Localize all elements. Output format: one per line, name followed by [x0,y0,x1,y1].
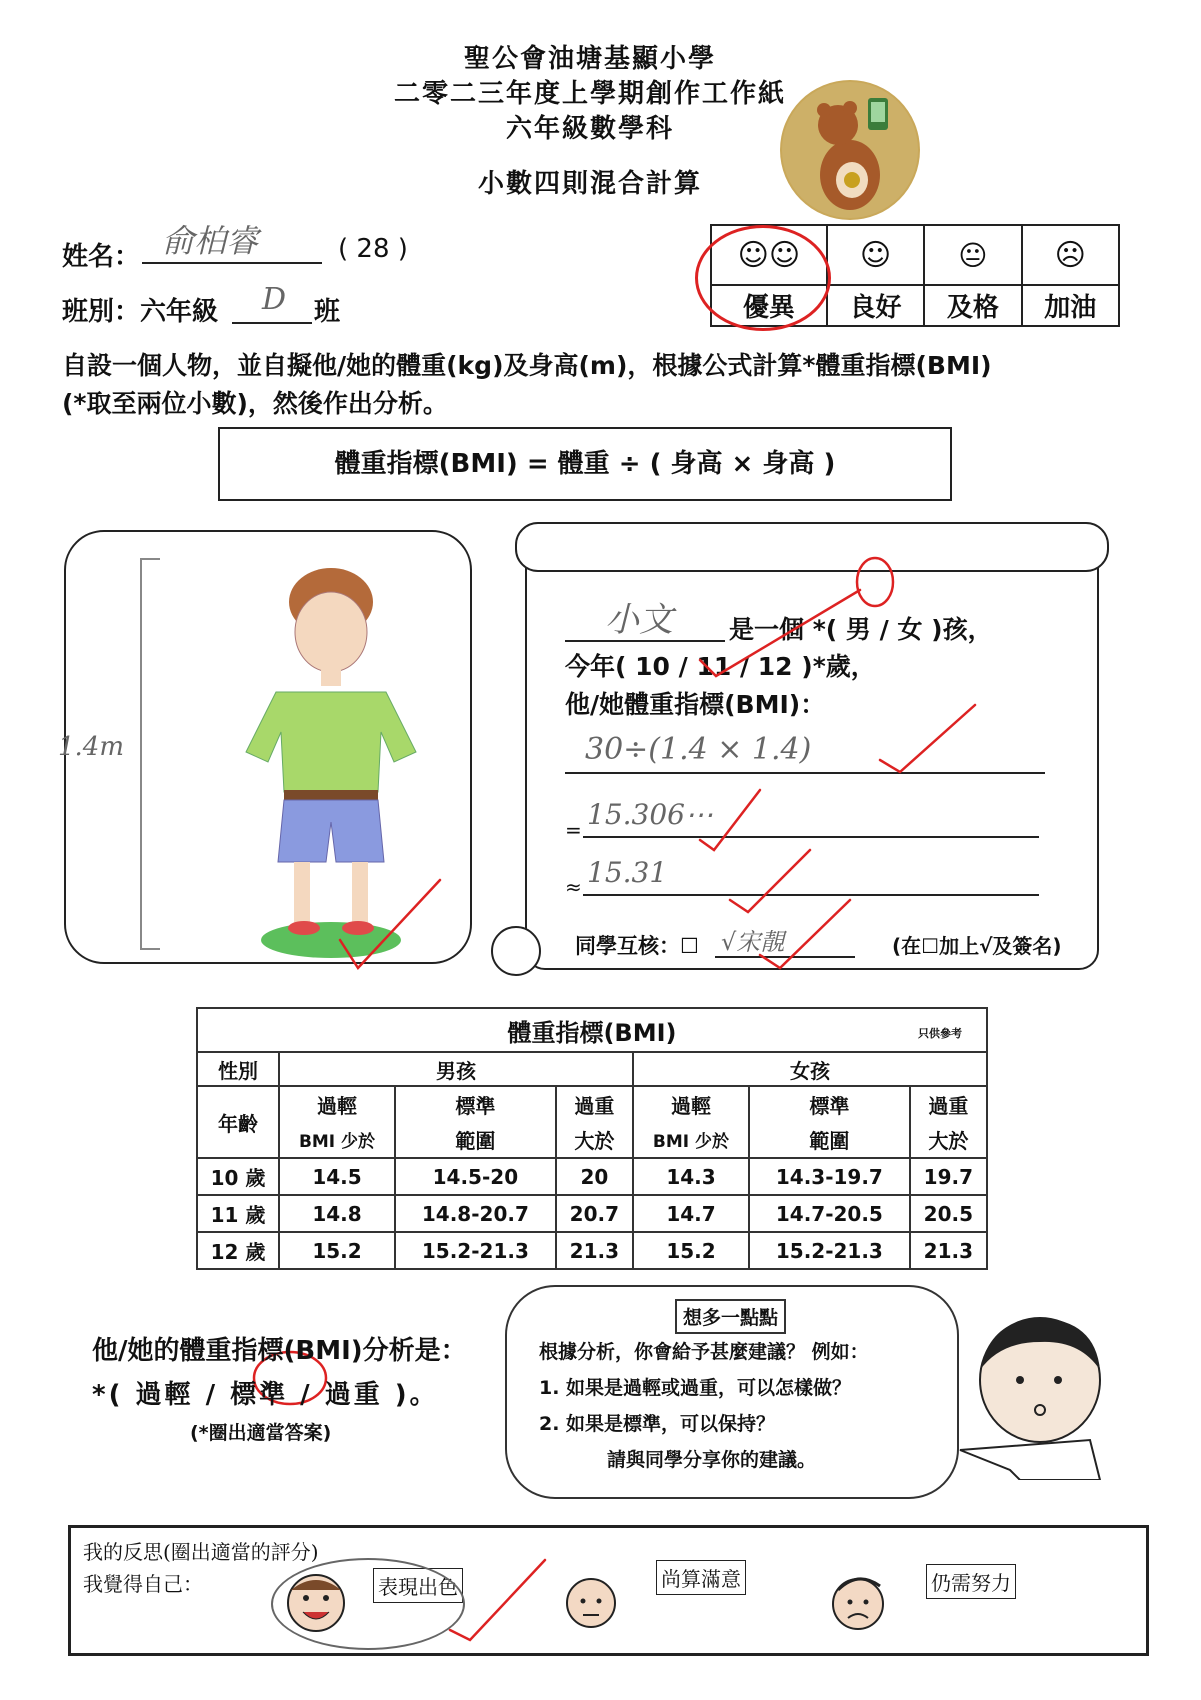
col-header-top: 過重 [910,1086,987,1122]
table-cell: 14.5-20 [395,1158,556,1195]
col-header-top: 過輕 [633,1086,749,1122]
term-title: 二零二三年度上學期創作工作紙 [393,79,786,109]
peer-signature: √宋靚 [721,928,785,956]
table-row [197,1158,987,1195]
col-header-top: 標準 [395,1086,556,1122]
reflection-title: 我的反思(圈出適當的評分) [83,1540,319,1564]
table-cell: 14.5 [279,1158,395,1195]
worried-face-icon [826,1570,890,1638]
think-question: 根據分析，你會給予甚麼建議？ 例如： [539,1341,869,1363]
age-line: 今年( 10 / 11 / 12 )*歲， [565,652,876,681]
table-cell: 21.3 [556,1232,633,1269]
circle-mark-gender [857,558,893,606]
bmi-reference-table [196,1007,988,1270]
think-more-bubble [505,1285,959,1499]
reflection-box [68,1525,1149,1656]
col-header-bottom: 範圍 [749,1122,910,1158]
think-item-2: 2. 如果是標準，可以保持？ [539,1413,776,1435]
think-more-title: 想多一點點 [675,1299,786,1334]
peer-check-note: (在☐加上√及簽名) [892,934,1062,958]
table-cell: 14.8-20.7 [395,1195,556,1232]
col-header-bottom: BMI 少於 [633,1122,749,1158]
reflection-prompt: 我覺得自己： [83,1572,203,1596]
table-cell: 19.7 [910,1158,987,1195]
rating-label-excellent: 優異 [711,285,827,326]
topic-title: 小數四則混合計算 [477,169,702,199]
reflection-option-ok: 尚算滿意 [656,1560,746,1595]
character-name: 小文 [605,600,673,640]
calc-step-3: 15.31 [587,856,668,889]
bmi-formula: 體重指標(BMI) = 體重 ÷ ( 身高 × 身高 ) [218,427,952,501]
class-label: 班別：六年級 [62,297,219,327]
table-cell: 14.7 [633,1195,749,1232]
analysis-title: 他/她的體重指標(BMI)分析是： [92,1336,467,1366]
table-cell: 20.5 [910,1195,987,1232]
check-mark-calc-3 [730,850,810,912]
calc-step-1: 30÷(1.4 × 1.4) [585,732,812,767]
table-row [197,1195,987,1232]
bmi-table-title: 體重指標(BMI) [507,1018,677,1047]
table-cell: 10 歲 [197,1158,279,1195]
table-cell: 11 歲 [197,1195,279,1232]
col-header-top: 標準 [749,1086,910,1122]
instruction-line-1: 自設一個人物，並自擬他/她的體重(kg)及身高(m)，根據公式計算*體重指標(BMI) [62,351,992,380]
reflection-selected-circle [271,1558,465,1650]
table-cell: 12 歲 [197,1232,279,1269]
height-label: 1.4m [58,732,125,762]
col-header-bottom: BMI 少於 [279,1122,395,1158]
subject-title: 六年級數學科 [505,114,674,144]
table-cell: 15.2 [279,1232,395,1269]
gender-line: 是一個 *( 男 / 女 )孩， [729,615,993,644]
neutral-face-icon [561,1573,621,1638]
col-header-bottom: 大於 [910,1122,987,1158]
bmi-line-label: 他/她體重指標(BMI)： [565,690,826,719]
rating-face-try: ☹ [1022,225,1119,285]
analysis-options: *( 過輕 / 標準 / 過重 )。 [92,1380,439,1410]
table-cell: 14.7-20.5 [749,1195,910,1232]
check-mark-name [700,590,860,676]
instruction-line-2: (*取至兩位小數)，然後作出分析。 [62,389,448,418]
think-item-1: 1. 如果是過輕或過重，可以怎樣做？ [539,1377,852,1399]
col-header-top: 過輕 [279,1086,395,1122]
name-label: 姓名： [62,242,141,272]
girl-header: 女孩 [633,1052,987,1086]
table-cell: 20.7 [556,1195,633,1232]
col-header-bottom: 範圍 [395,1122,556,1158]
table-cell: 14.3-19.7 [749,1158,910,1195]
gender-header: 性別 [197,1052,279,1086]
age-header: 年齡 [197,1086,279,1158]
student-number: ( 28 ) [338,234,408,264]
calc-step-2: 15.306⋯ [587,798,713,831]
table-cell: 21.3 [910,1232,987,1269]
rating-label-try: 加油 [1022,285,1119,326]
check-mark-peer [760,900,850,968]
rating-label-good: 良好 [827,285,924,326]
col-header-top: 過重 [556,1086,633,1122]
analysis-hint: (*圈出適當答案) [190,1422,332,1444]
check-mark-calc-2 [700,790,760,850]
table-cell: 14.8 [279,1195,395,1232]
rating-face-good: ☺ [827,225,924,285]
rating-face-excellent: ☺☺ [711,225,827,285]
rating-face-pass: 😐 [924,225,1021,285]
boy-header: 男孩 [279,1052,633,1086]
table-cell: 15.2-21.3 [395,1232,556,1269]
table-cell: 15.2-21.3 [749,1232,910,1269]
table-cell: 15.2 [633,1232,749,1269]
col-header-bottom: 大於 [556,1122,633,1158]
school-name: 聖公會油塘基顯小學 [463,44,716,74]
reflection-option-excellent: 表現出色 [373,1568,463,1603]
class-suffix: 班 [314,297,341,327]
thinking-boy-illustration [940,1300,1140,1480]
peer-check-label: 同學互核：☐ [575,934,699,958]
rating-label-pass: 及格 [924,285,1021,326]
name-value: 俞柏睿 [162,222,259,260]
approx-symbol: ≈ [565,875,582,899]
table-cell: 14.3 [633,1158,749,1195]
reflection-option-try: 仍需努力 [926,1564,1016,1599]
check-mark-drawing [340,880,440,968]
check-mark-calc-1 [880,705,975,772]
table-row [197,1232,987,1269]
equals-symbol: = [565,818,582,842]
class-value: D [262,282,287,317]
think-item-3: 請與同學分享你的建議。 [607,1449,817,1471]
bmi-table-note: 只供參考 [918,1027,962,1040]
table-cell: 20 [556,1158,633,1195]
